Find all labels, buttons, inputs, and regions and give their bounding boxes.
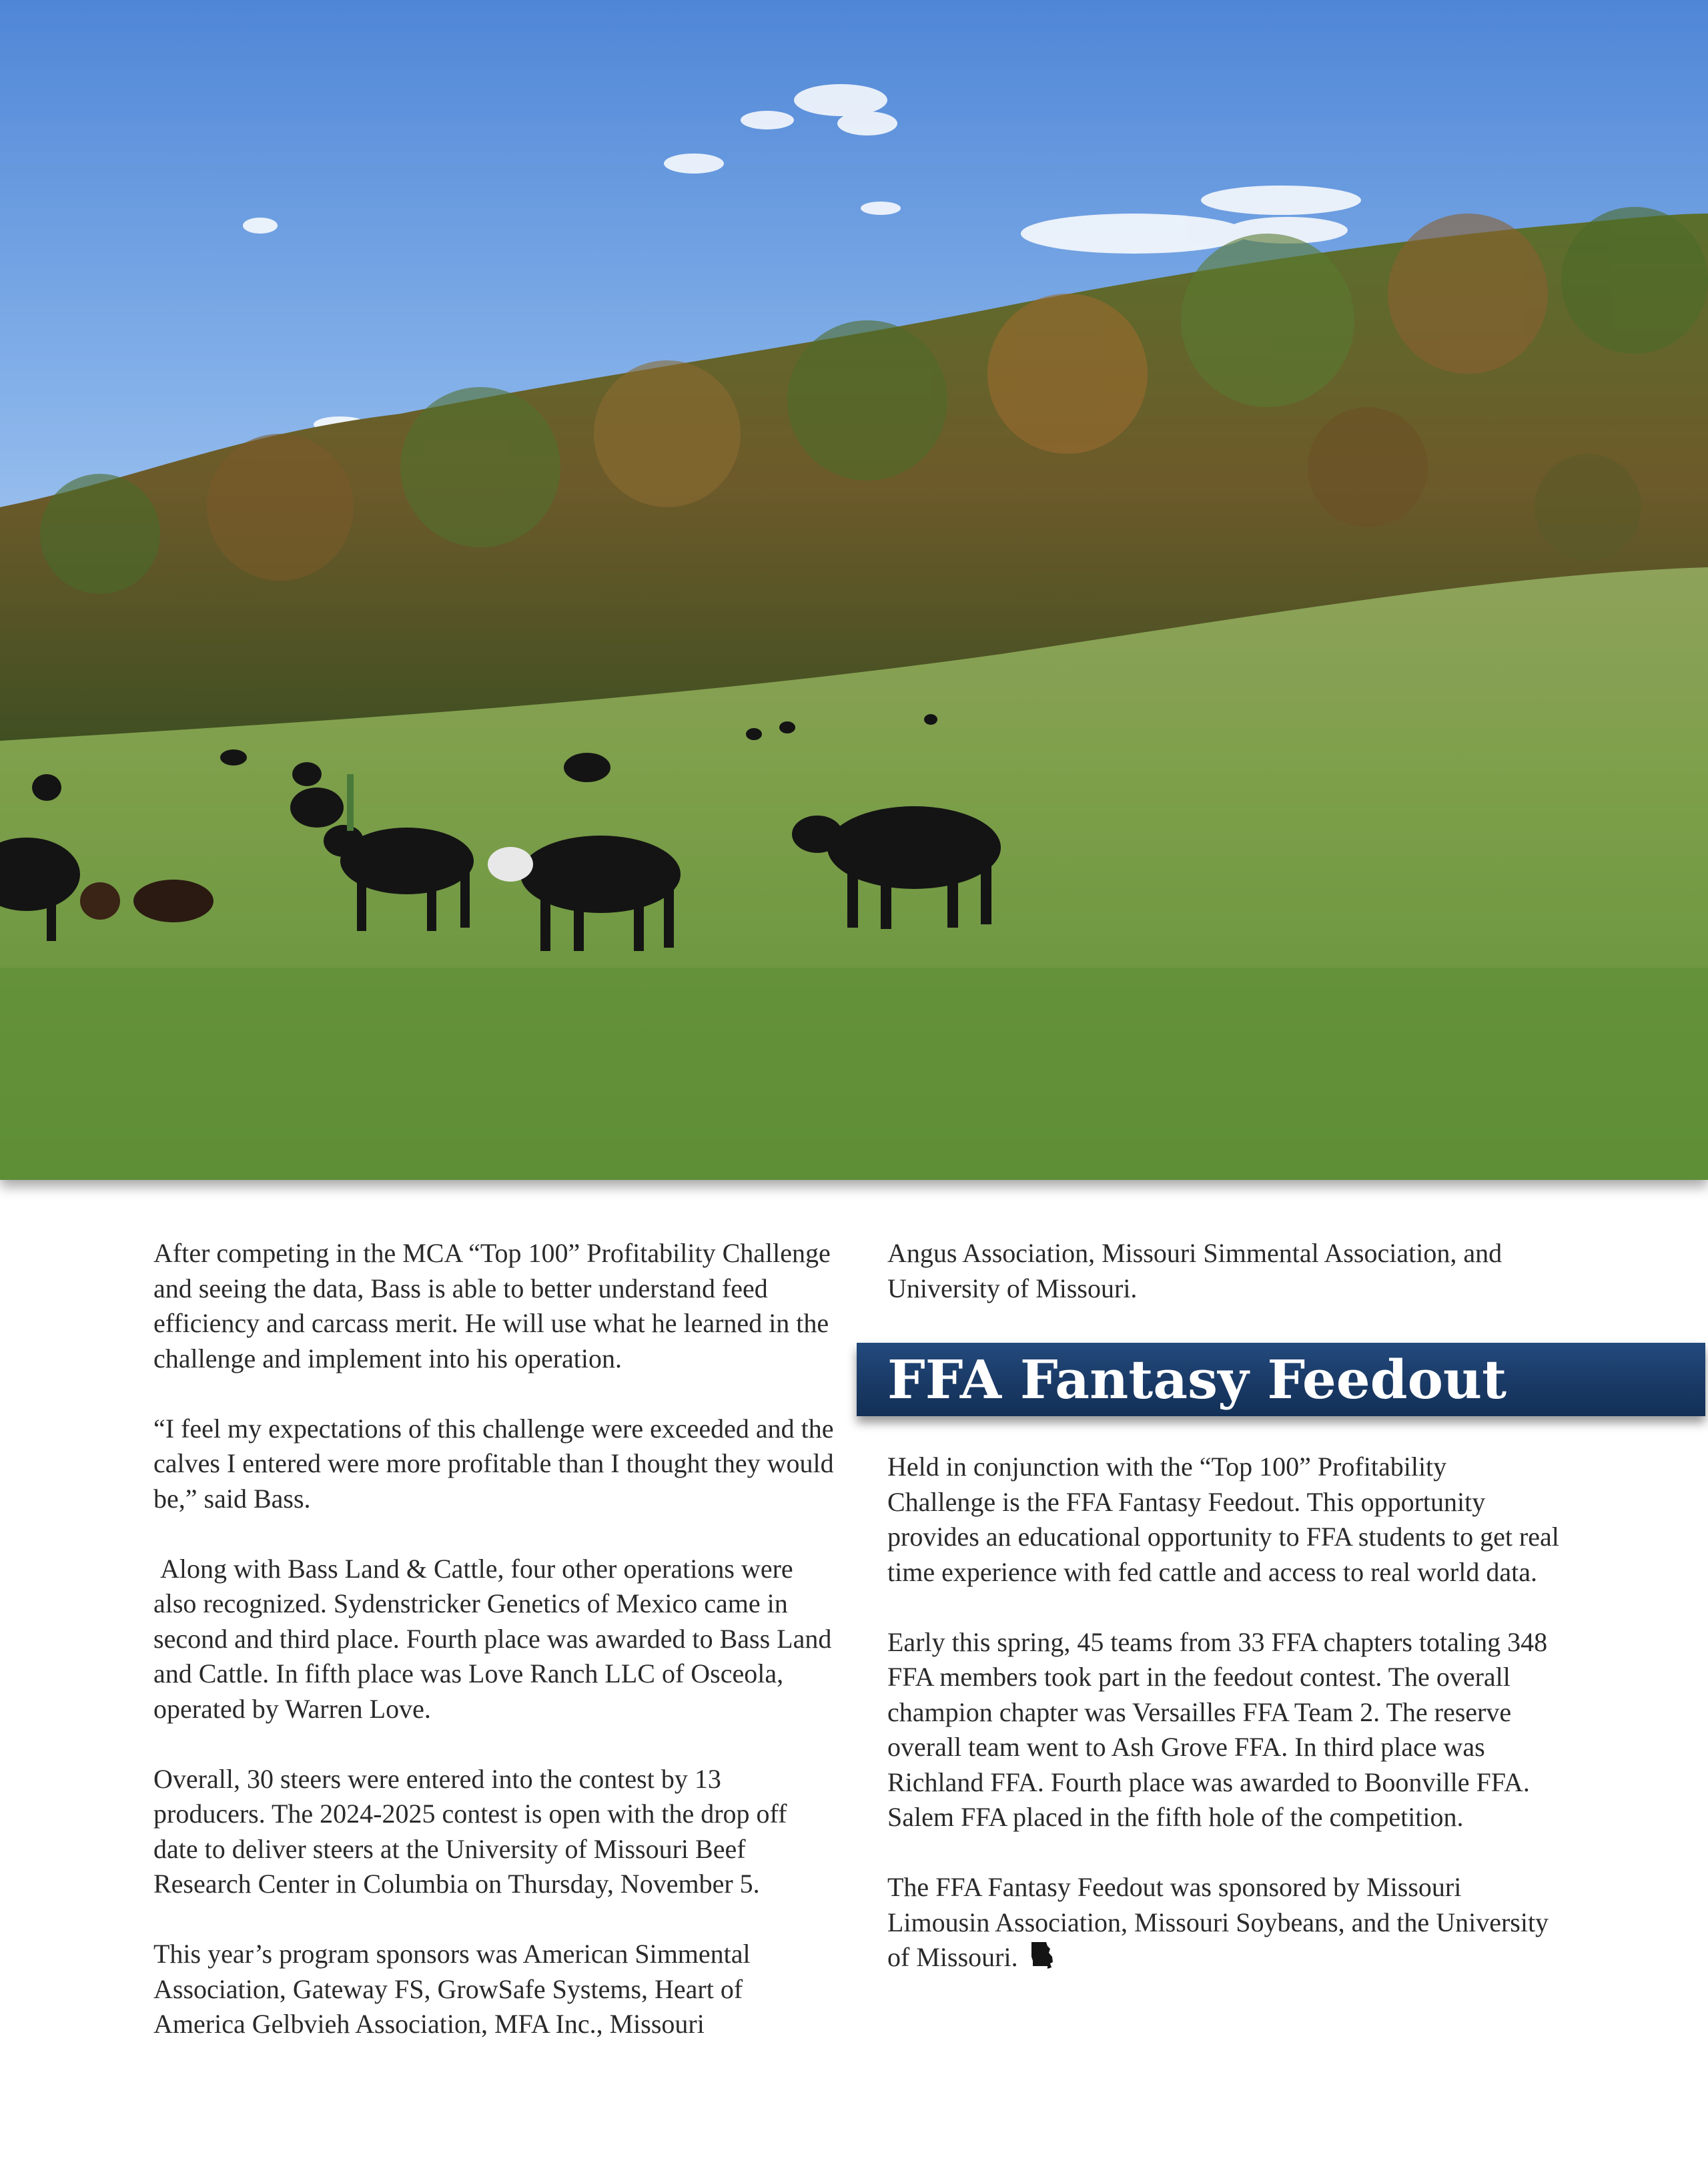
missouri-state-icon [1030, 1941, 1054, 1979]
paragraph: Early this spring, 45 teams from 33 FFA chapters totaling 348 FFA members took part in the feedout contest. The overall champion chapter was Versailles FFA Team 2. The reserve overall team went to Ash Grove FFA. In third place was Richland FFA. Fourth place was awarded to Boonville FFA. Salem FFA placed in the fifth hole of the competition. [887, 1626, 1548, 1832]
left-column [153, 1236, 839, 2077]
paragraph [887, 1870, 1561, 1979]
paragraph: After competing in the MCA “Top 100” Profitability Challenge and seeing the data, Bass is able to better understand feed efficiency and carcass merit. He will use what he learned in the challenge and implement into his operation. [153, 1238, 831, 1373]
paragraph: Along with Bass Land & Cattle, four other operations were also recognized. Sydenstricker Genetics of Mexico came in second and third place. Fourth place was awarded to Bass Land and Cattle. In fifth place was Love Ranch LLC of Osceola, operated by Warren Love. [153, 1553, 839, 1724]
quote-paragraph: “I feel my expectations of this challenge were exceeded and the calves I entered were more profitable than I thought they would be,” said Bass. [153, 1413, 834, 1514]
paragraph: This year’s program sponsors was American Simmental Association, Gateway FS, GrowSafe Systems, Heart of America Gelbvieh Association, MFA Inc., Missouri [153, 1939, 751, 2039]
paragraph: Angus Association, Missouri Simmental Association, and University of Missouri. [887, 1238, 1503, 1303]
paragraph: Overall, 30 steers were entered into the contest by 13 producers. The 2024-2025 contest is open with the drop off date to deliver steers at the University of Missouri Beef Research Center in Columbia on Thursday, November 5. [153, 1763, 787, 1899]
section-title: FFA Fantasy Feedout [887, 1348, 1507, 1411]
paragraph-text: The FFA Fantasy Feedout was sponsored by Missouri Limousin Association, Missouri Soybeans, and the University of Missouri. [887, 1872, 1549, 1972]
right-column [887, 1450, 1561, 2014]
right-column-continuation [887, 1236, 1561, 1341]
paragraph: Held in conjunction with the “Top 100” Profitability Challenge is the FFA Fantasy Feedout. This opportunity provides an educational opportunity to FFA students to get real time experience with fed cattle and access to real world data. [887, 1452, 1559, 1587]
